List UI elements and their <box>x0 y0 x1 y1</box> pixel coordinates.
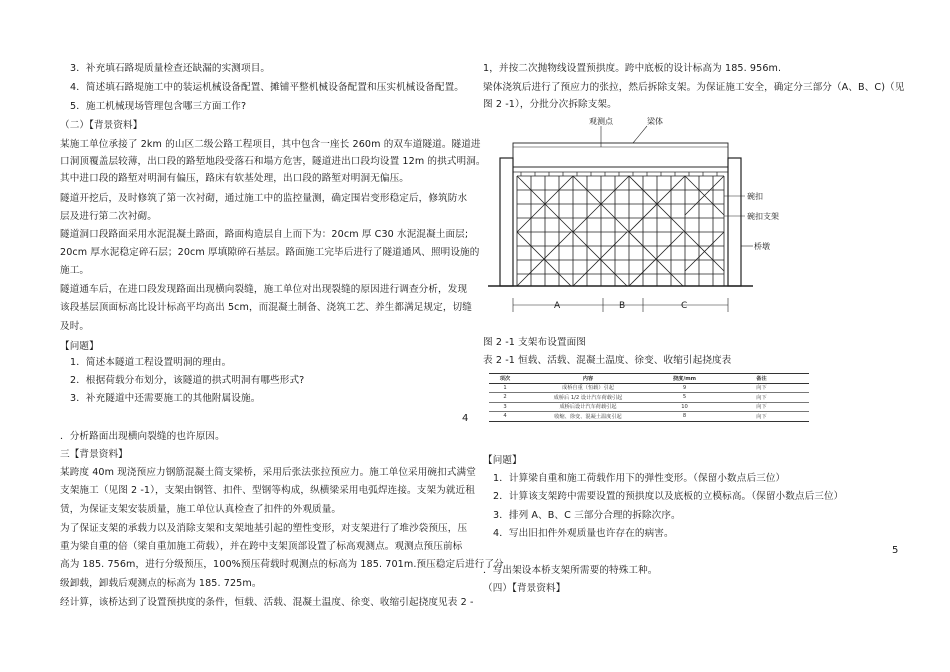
table-header: 挠度/mm <box>655 374 714 384</box>
table-row <box>489 402 809 412</box>
table-cell: 向下 <box>714 393 809 403</box>
table-header: 项次 <box>489 374 521 384</box>
scaffold-grid <box>517 176 724 286</box>
text-line: 施工。 <box>60 265 90 276</box>
table-cell: 2 <box>489 393 521 403</box>
text-line: ．分析路面出现横向裂缝的也许原因。 <box>60 431 225 442</box>
label-beam: 梁体 <box>647 117 663 126</box>
text-line: 层及进行第二次衬砌。 <box>60 211 157 222</box>
section-heading: （二）【背景资料】 <box>60 120 143 131</box>
text-line: 3．补充隧道中还需要施工的其他附属设施。 <box>70 393 261 404</box>
label-part-a: A <box>554 301 561 311</box>
diagonal-bracing <box>517 176 724 286</box>
table-cell: 成桥后设计汽车荷载引起 <box>521 402 655 412</box>
text-line: 该段基层顶面标高比设计标高平均高出 5cm，而混凝土制备、浇筑工艺、养生都满足规定，切缝 <box>60 302 472 313</box>
table-cell: 成桥后 1/2 设计汽车荷载引起 <box>521 393 655 403</box>
scaffold-diagram <box>483 117 779 323</box>
table-cell: 向下 <box>714 402 809 412</box>
left-pier <box>500 158 513 286</box>
table-cell: 向下 <box>714 383 809 393</box>
right-pier <box>728 158 741 286</box>
table-cell: 9 <box>655 383 714 393</box>
table-cell: 8 <box>655 412 714 422</box>
label-pier: 桥墩 <box>754 242 770 251</box>
text-line: 经计算，该桥达到了设置预拱度的条件，恒载、活载、混凝土温度、徐变、收缩引起挠度见表 2 - <box>60 597 474 608</box>
table-cell: 5 <box>655 393 714 403</box>
table-cell: 收缩、徐变、混凝土温度引起 <box>521 412 655 422</box>
beam-body <box>513 143 728 167</box>
text-line: 隧道通车后，在进口段发现路面出现横向裂缝，施工单位对出现裂缝的原因进行调查分析，发现 <box>60 284 468 295</box>
text-line: 图 2 -1），分批分次拆除支架。 <box>483 99 617 110</box>
section-heading: 【问题】 <box>483 455 522 466</box>
label-bowl-buckle: 碗扣 <box>747 192 763 201</box>
text-line: 隧道洞口段路面采用水泥混凝土路面，路面构造层自上而下为：20cm 厚 C30 水泥混凝土面层; <box>60 229 469 240</box>
table-cell: 3 <box>489 402 521 412</box>
text-line: 某施工单位承接了 2km 的山区二级公路工程项目，其中包含一座长 260m 的双车道隧道。隧道进 <box>60 139 481 150</box>
page-number: 4 <box>462 413 469 424</box>
label-part-c: C <box>681 301 688 311</box>
text-line: 梁体浇筑后进行了预应力的张拉，然后拆除支架。为保证施工安全，确定分三部分（A、B、C)（见 <box>483 82 905 93</box>
table-cell: 4 <box>489 412 521 422</box>
section-heading: 三【背景资料】 <box>60 449 128 460</box>
text-line: 为了保证支架的承载力以及消除支架和支架地基引起的塑性变形，对支架进行了堆沙袋预压，压 <box>60 523 468 534</box>
text-line: 高为 185. 756m，进行分级预压，100%预压荷载时观测点的标高为 185. 701m.预压稳定后进行了分 <box>60 559 504 570</box>
text-line: 4．写出旧扣件外观质量也许存在的病害。 <box>493 528 674 539</box>
text-line: 重为梁自重的倍（梁自重加施工荷载），并在跨中支架顶部设置了标高观测点。观测点预压前标 <box>60 541 463 552</box>
text-line: 3．补充填石路堤质量检查还缺漏的实测项目。 <box>70 63 271 74</box>
table-cell: 10 <box>655 402 714 412</box>
table-header: 备注 <box>714 374 809 384</box>
figure-caption: 图 2 -1 支架布设置面图 <box>483 337 586 348</box>
section-heading: 【问题】 <box>60 341 99 352</box>
label-part-b: B <box>619 301 626 311</box>
text-line: 某跨度 40m 现浇预应力钢筋混凝土简支梁桥，采用后张法张拉预应力。施工单位采用碗扣式满堂 <box>60 467 476 478</box>
section-heading: （四）【背景资料】 <box>483 583 566 594</box>
text-line: 1，并按二次抛物线设置预拱度。跨中底板的设计标高为 185. 956m. <box>483 63 782 74</box>
text-line: 其中进口段的路堑对明洞有偏压，路床有软基处理，出口段的路堑对明洞无偏压。 <box>60 173 409 184</box>
table-row <box>489 412 809 422</box>
text-line: 3．排列 A、B、C 三部分合理的拆除次序。 <box>493 510 681 521</box>
table-row <box>489 393 809 403</box>
text-line: 及时。 <box>60 321 90 332</box>
deflection-table <box>489 373 809 422</box>
text-line: 隧道开挖后，及时修筑了第一次衬砌，通过施工中的监控量测，确定围岩变形稳定后，修筑防水 <box>60 193 468 204</box>
table-cell: 1 <box>489 383 521 393</box>
table-header: 内容 <box>521 374 655 384</box>
table-cell: 向下 <box>714 412 809 422</box>
page-number: 5 <box>892 545 899 556</box>
text-line: 赁，为保证支架安装质量，施工单位认真检查了扣件的外观质量。 <box>60 504 342 515</box>
text-line: 2．根据荷载分布划分，该隧道的拱式明洞有哪些形式? <box>70 375 305 386</box>
text-line: 5．施工机械现场管理包含哪三方面工作? <box>70 101 247 112</box>
table-cell: 成桥自重（恒载）引起 <box>521 383 655 393</box>
text-line: ．写出架设本桥支架所需要的特殊工种。 <box>483 565 658 576</box>
text-line: 口洞顶覆盖层较薄，出口段的路堑地段受落石和塌方危害，隧道进出口段均设置 12m 的拱式明洞。 <box>60 156 486 167</box>
text-line: 2．计算该支架跨中需要设置的预拱度以及底板的立模标高。（保留小数点后三位） <box>493 491 844 502</box>
text-line: 级卸载，卸载后观测点的标高为 185. 725m。 <box>60 578 262 589</box>
text-line: 1．计算梁自重和施工荷载作用下的弹性变形。（保留小数点后三位） <box>493 473 786 484</box>
text-line: 支架施工（见图 2 -1），支架由钢管、扣件、型钢等构成，纵横梁采用电弧焊连接。支架为就近租 <box>60 485 475 496</box>
table-caption: 表 2 -1 恒载、活载、混凝土温度、徐变、收缩引起挠度表 <box>483 355 732 366</box>
text-line: 4．简述填石路堤施工中的装运机械设备配置、摊铺平整机械设备配置和压实机械设备配置。 <box>70 82 464 93</box>
label-observe-point: 观测点 <box>589 117 613 126</box>
text-line: 1．简述本隧道工程设置明洞的理由。 <box>70 357 232 368</box>
label-bowl-support: 碗扣支架 <box>747 212 779 221</box>
table-row <box>489 383 809 393</box>
text-line: 20cm 厚水泥稳定碎石层；20cm 厚填隙碎石基层。路面施工完毕后进行了隧道通风、照明设施的 <box>60 247 480 258</box>
